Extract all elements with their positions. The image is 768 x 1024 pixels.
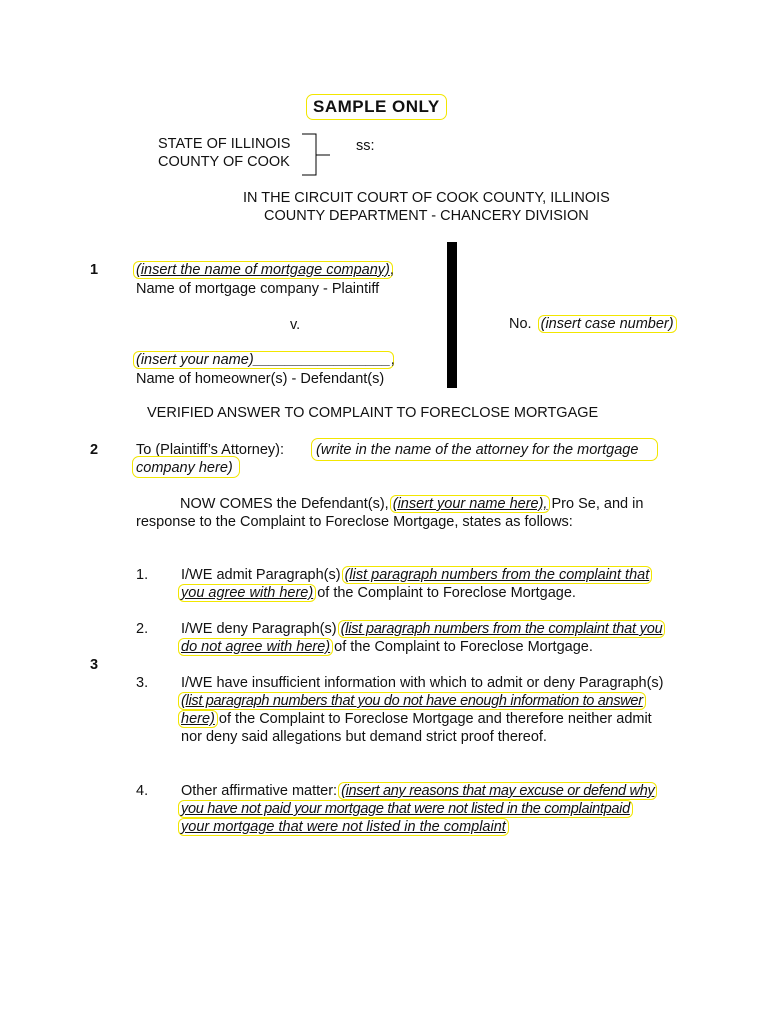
plaintiff-label: Name of mortgage company - Plaintiff (136, 281, 380, 297)
to-attorney-label: To (Plaintiff’s Attorney): (136, 442, 285, 458)
item-1-line-1: I/WE admit Paragraph(s) (list paragraph numbers from the complaint that (181, 566, 649, 584)
marker-3: 3 (90, 657, 99, 673)
item-3-line-1: I/WE have insufficient information with which to admit or deny Paragraph(s) (181, 675, 664, 691)
item-1-number: 1. (136, 567, 149, 583)
marker-1: 1 (90, 262, 99, 278)
venue-state: STATE OF ILLINOIS (158, 136, 291, 152)
item-3-placeholder-2[interactable]: here) (178, 710, 218, 728)
item-3-line-2 (181, 692, 643, 710)
item-4-line-3 (181, 818, 506, 836)
court-line-1: IN THE CIRCUIT COURT OF COOK COUNTY, ILLINOIS (243, 190, 610, 206)
item-2-line-1: I/WE deny Paragraph(s) (list paragraph numbers from the complaint that you (181, 620, 662, 638)
defendant-label: Name of homeowner(s) - Defendant(s) (136, 371, 385, 387)
document-title: VERIFIED ANSWER TO COMPLAINT TO FORECLOSE MORTGAGE (147, 405, 599, 421)
attorney-placeholder-line-2: company here) (136, 460, 233, 476)
item-4-line-2 (181, 800, 630, 818)
item-2-line-2: do not agree with here) of the Complaint to Foreclose Mortgage. (181, 638, 593, 656)
item-3-number: 3. (136, 675, 149, 691)
item-3-placeholder-1[interactable]: (list paragraph numbers that you do not have enough information to answer (178, 692, 646, 710)
intro-line-2: response to the Complaint to Foreclose Mortgage, states as follows: (136, 514, 573, 530)
item-1-line-2: you agree with here) of the Complaint to Foreclose Mortgage. (181, 584, 576, 602)
intro-name-placeholder[interactable]: (insert your name here), (390, 495, 551, 513)
plaintiff-line: (insert the name of mortgage company), (136, 261, 394, 279)
defendant-line: (insert your name)_________________, (136, 351, 395, 369)
item-4-placeholder-2[interactable]: you have not paid your mortgage that were not listed in the complaintpaid (178, 800, 633, 818)
intro-line-1: NOW COMES the Defendant(s), (insert your name here), Pro Se, and in (180, 496, 644, 512)
item-3-line-4: nor deny said allegations but demand strict proof thereof. (181, 729, 547, 745)
caption-divider (447, 242, 457, 388)
item-2-placeholder-1[interactable]: (list paragraph numbers from the complaint that you (338, 620, 666, 638)
case-number-line (509, 315, 674, 333)
defendant-name-placeholder[interactable]: (insert your name)_________________ (133, 351, 394, 369)
versus-label: v. (290, 317, 301, 333)
venue-bracket (302, 133, 334, 177)
case-number-placeholder[interactable]: (insert case number) (538, 315, 677, 333)
item-1-placeholder-1[interactable]: (list paragraph numbers from the complaint that (342, 566, 653, 584)
marker-2: 2 (90, 442, 99, 458)
venue-ss: ss: (356, 138, 375, 154)
item-2-placeholder-2[interactable]: do not agree with here) (178, 638, 333, 656)
item-4-placeholder-1[interactable]: (insert any reasons that may excuse or defend why (338, 782, 657, 800)
item-4-line-1: Other affirmative matter: (insert any reasons that may excuse or defend why (181, 782, 654, 800)
item-3-line-3: here) of the Complaint to Foreclose Mortgage and therefore neither admit (181, 710, 652, 728)
item-4-placeholder-3[interactable]: your mortgage that were not listed in the complaint (178, 818, 509, 836)
court-line-2: COUNTY DEPARTMENT - CHANCERY DIVISION (264, 208, 589, 224)
case-number-label: No. (509, 316, 532, 332)
plaintiff-name-placeholder[interactable]: (insert the name of mortgage company) (133, 261, 393, 279)
item-1-placeholder-2[interactable]: you agree with here) (178, 584, 316, 602)
item-2-number: 2. (136, 621, 149, 637)
venue-county: COUNTY OF COOK (158, 154, 290, 170)
sample-only-title: SAMPLE ONLY (306, 94, 447, 120)
attorney-placeholder-line-1: (write in the name of the attorney for the mortgage (316, 442, 639, 458)
item-4-number: 4. (136, 783, 149, 799)
